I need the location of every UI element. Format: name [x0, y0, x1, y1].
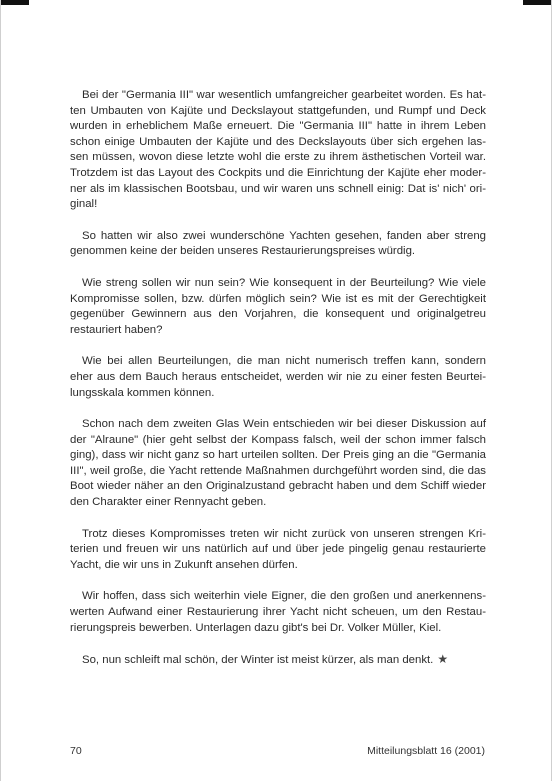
scan-edge-mark [1, 0, 29, 5]
scan-edge-mark [523, 0, 551, 5]
closing-paragraph [70, 652, 486, 669]
article-body [70, 88, 486, 669]
paragraph: Schon nach dem zweiten Glas Wein entschieden wir bei dieser Diskussion auf der "Alraune" (hier geht selbst der Kompass falsch, weil der schon immer falsch ging), dass wir nicht ganz so hart urteilen sollten. Der Preis ging an die "Germania III", weil große, die Yacht rettende Maßnahmen durchgeführt worden sind, die das Boot wieder näher an den Originalzustand gebracht haben und dem Schiff wieder den Charakter einer Rennyacht geben. [70, 418, 486, 509]
publication-footer: Mitteilungsblatt 16 (2001) [367, 745, 485, 757]
end-mark-icon: ★ [437, 652, 449, 667]
paragraph: Wie streng sollen wir nun sein? Wie konsequent in der Beurteilung? Wie viele Kompromisse sollen, bzw. dürfen möglich sein? Wie ist es mit der Gerechtigkeit gegenüber Gewinnern aus den Vorjahren, die konsequent und originalgetreu restauriert haben? [70, 276, 486, 336]
paragraph: Trotz dieses Kompromisses treten wir nicht zurück von unseren strengen Kriterien und freuen wir uns natürlich auf und über jede pingelig genau restaurierte Yacht, die wir uns in Zukunft ansehen dürfen. [70, 527, 486, 571]
page-number: 70 [70, 745, 82, 757]
closing-text: So, nun schleift mal schön, der Winter ist meist kürzer, als man denkt. [82, 654, 434, 667]
paragraph: Wie bei allen Beurteilungen, die man nicht numerisch treffen kann, sondern eher aus dem Bauch heraus entscheidet, werden wir nie zu einer festen Beurteilungsskala kommen können. [70, 355, 486, 399]
paragraph: Bei der "Germania III" war wesentlich umfangreicher gearbeitet worden. Es hatten Umbauten von Kajüte und Deckslayout stattgefunden, und Rumpf und Deck wurden in erheblichem Maße erneuert. Die "Germania III" hatte in ihrem Leben schon einige Umbauten der Kajüte und des Deckslayouts über sich ergehen lassen müssen, wovon diese letzte wohl die erste zu ihrem ästhetischen Vorteil war. Trotzdem ist das Layout des Cockpits und die Einrichtung der Kajüte eher moderner als im klassischen Bootsbau, und wir waren uns schnell einig: Dat is' nich' original! [70, 89, 486, 211]
paragraph: Wir hoffen, dass sich weiterhin viele Eigner, die den großen und anerkennenswerten Aufwand einer Restaurierung ihrer Yacht nicht scheuen, um den Restaurierungspreis bewerben. Unterlagen dazu gibt's bei Dr. Volker Müller, Kiel. [70, 590, 486, 634]
paragraph: So hatten wir also zwei wunderschöne Yachten gesehen, fanden aber streng genommen keine der beiden unseres Restaurierungspreises würdig. [70, 229, 486, 258]
